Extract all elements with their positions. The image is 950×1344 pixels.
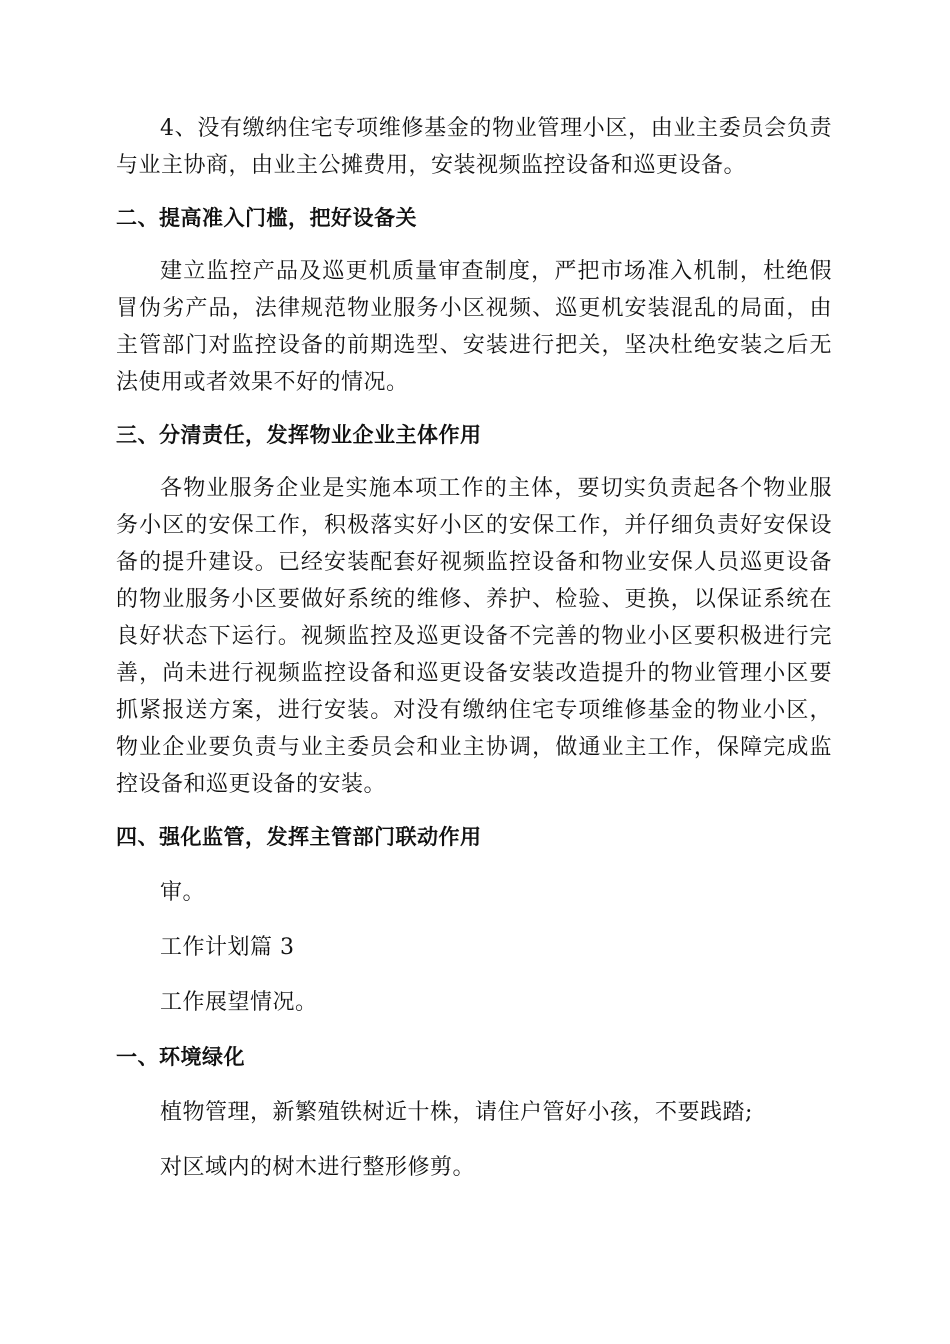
line-plants: 植物管理，新繁殖铁树近十株，请住户管好小孩，不要践踏;	[160, 1100, 753, 1125]
plan-title: 工作计划篇 3	[160, 935, 295, 960]
section-heading-2: 二、提高准入门槛，把好设备关	[116, 206, 417, 230]
paragraph-responsibility: 各物业服务企业是实施本项工作的主体，要切实负责起各个物业服务小区的安保工作，积极落实好小区的安保工作，并仔细负责好安保设备的提升建设。已经安装配套好视频监控设备和物业安保人员巡更设备的物业服务小区要做好系统的维修、养护、检验、更换，以保证系统在良好状态下运行。视频监控及巡更设备不完善的物业小区要积极进行完善，尚未进行视频监控设备和巡更设备安装改造提升的物业管理小区要抓紧报送方案，进行安装。对没有缴纳住宅专项维修基金的物业小区，物业企业要负责与业主委员会和业主协调，做通业主工作，保障完成监控设备和巡更设备的安装。	[116, 476, 832, 797]
paragraph-item-4: 4、没有缴纳住宅专项维修基金的物业管理小区，由业主委员会负责与业主协商，由业主公摊费用，安装视频监控设备和巡更设备。	[116, 116, 832, 178]
section-heading-3: 三、分清责任，发挥物业企业主体作用	[116, 423, 482, 447]
document-page	[116, 110, 832, 1186]
line-trees: 对区域内的树木进行整形修剪。	[160, 1155, 476, 1180]
line-shen: 审。	[160, 880, 206, 905]
paragraph-quality-review: 建立监控产品及巡更机质量审查制度，严把市场准入机制，杜绝假冒伪劣产品，法律规范物业服务小区视频、巡更机安装混乱的局面，由主管部门对监控设备的前期选型、安装进行把关，坚决杜绝安装之后无法使用或者效果不好的情况。	[116, 259, 832, 395]
section-heading-4: 四、强化监管，发挥主管部门联动作用	[116, 825, 482, 849]
line-outlook: 工作展望情况。	[160, 990, 318, 1015]
section-heading-environment: 一、环境绿化	[116, 1045, 245, 1069]
